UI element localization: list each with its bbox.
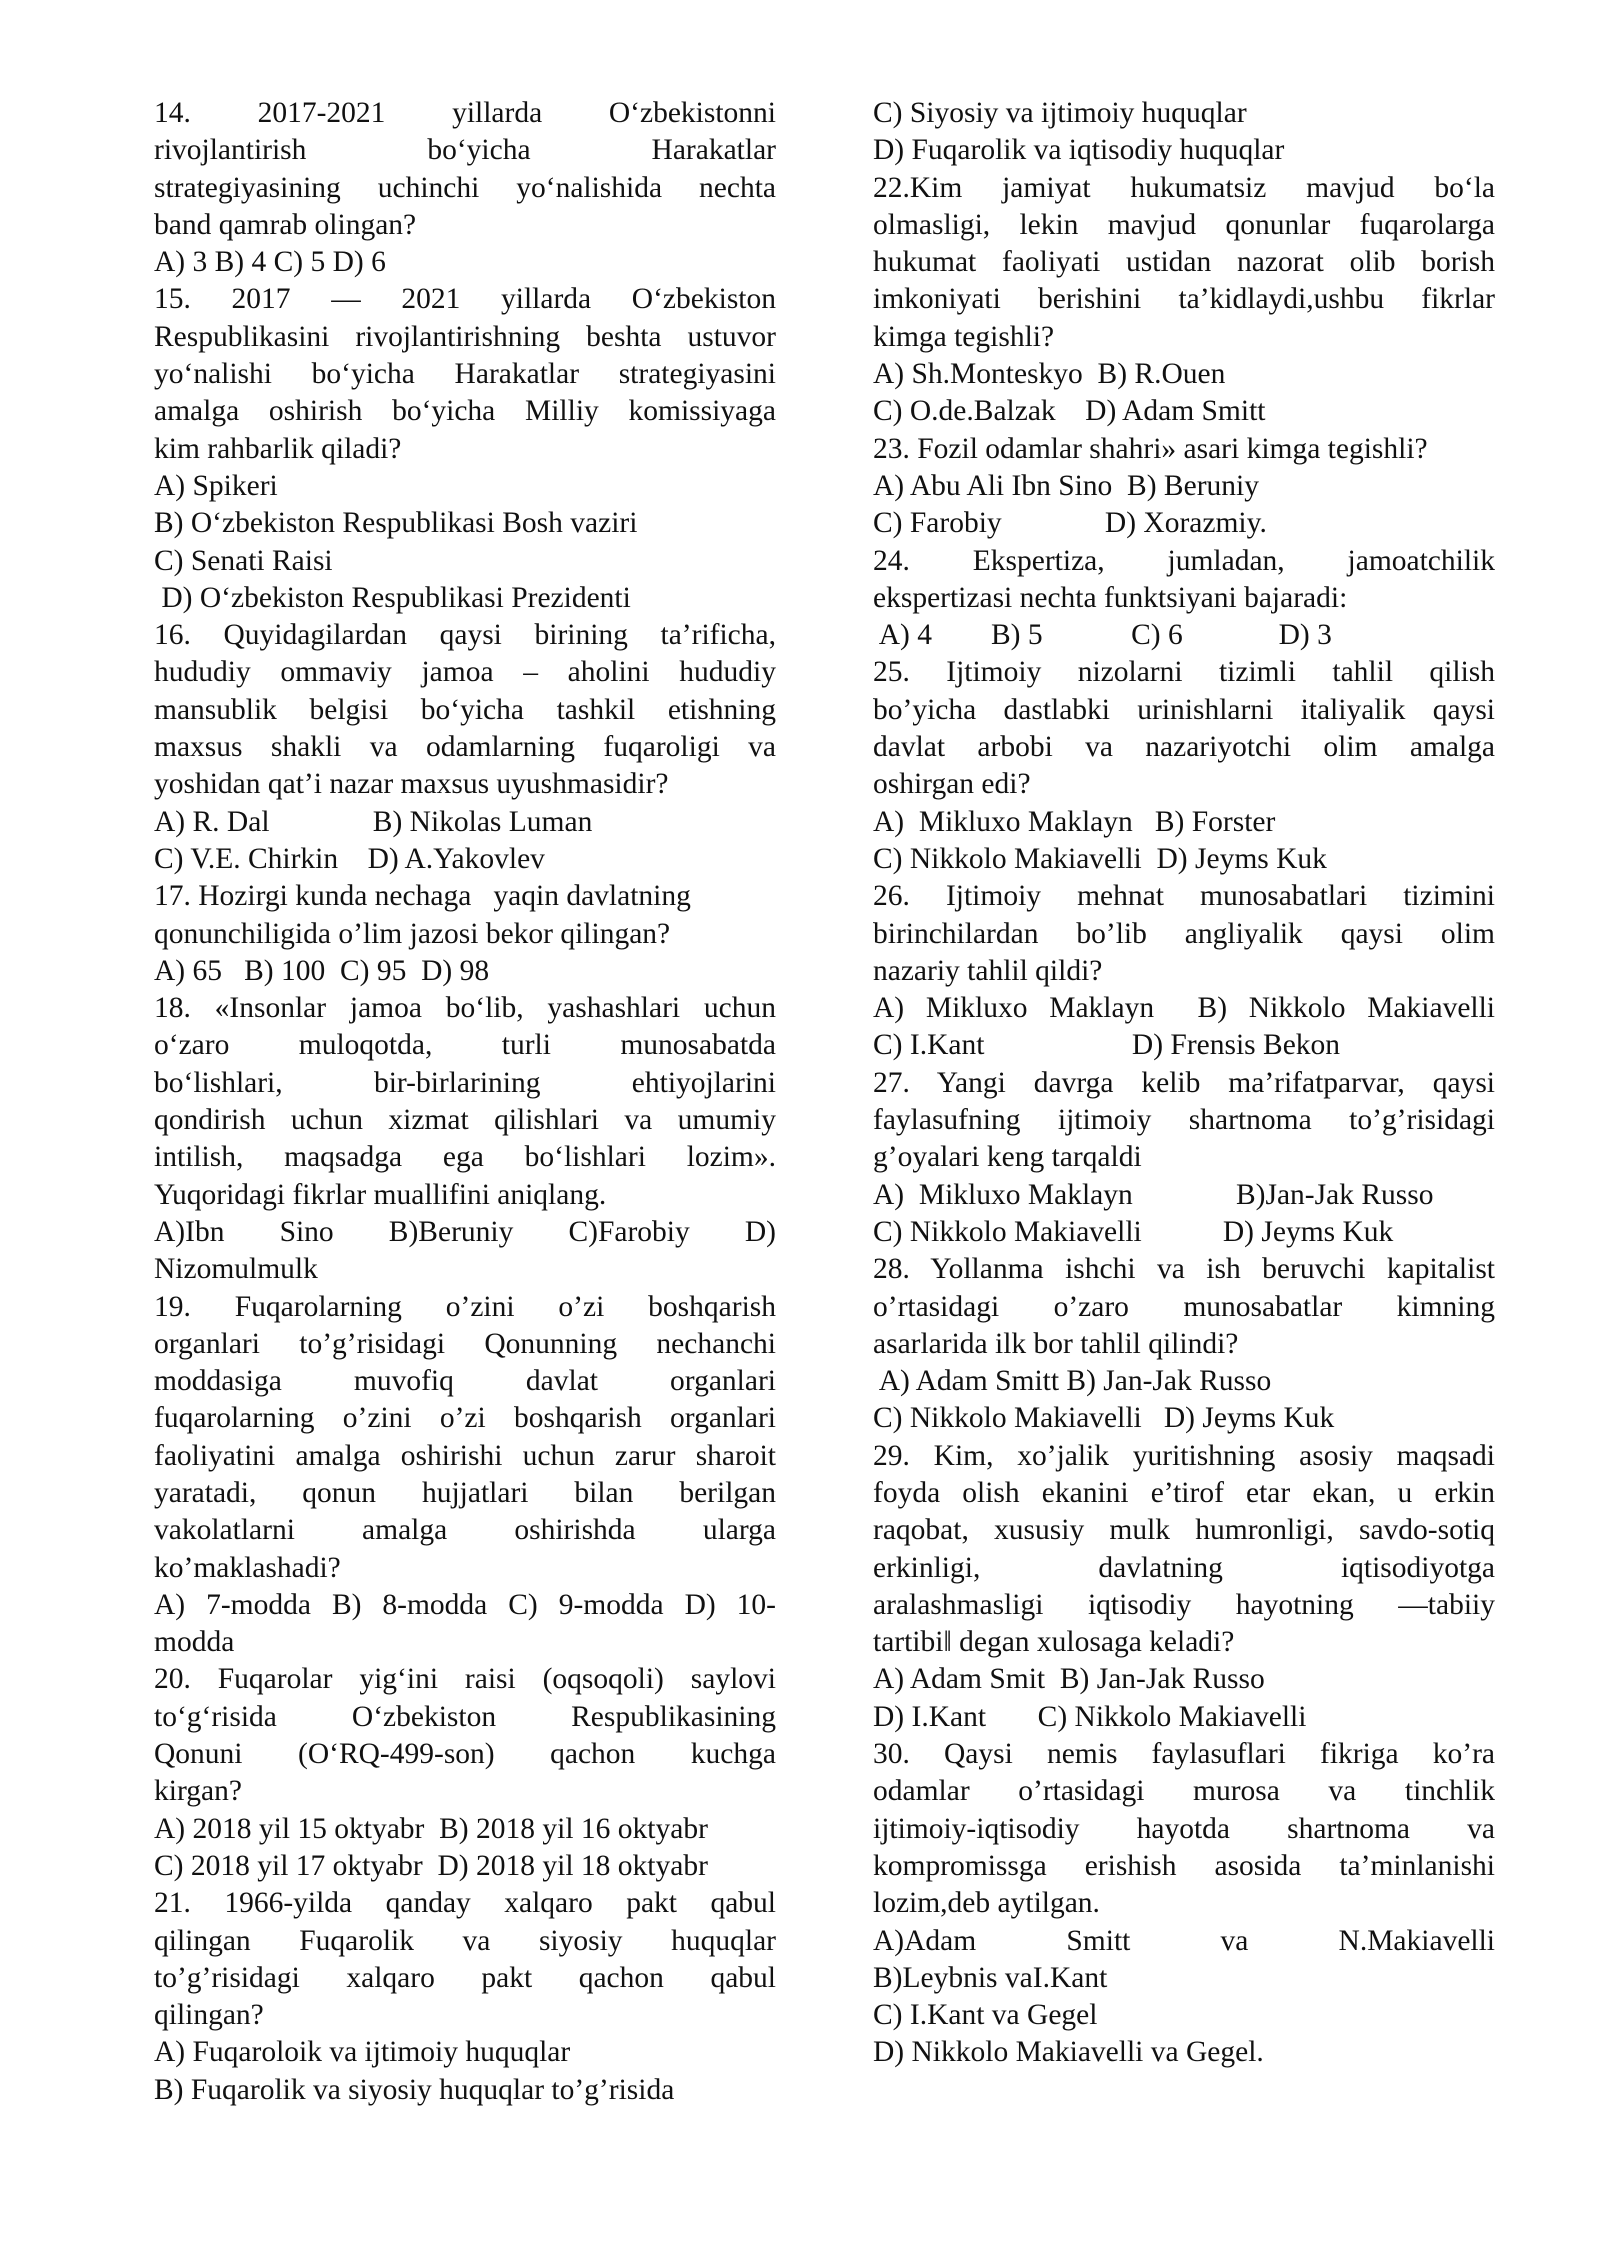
question-24 [873,543,1495,655]
question-14-line-3: strategiyasining uchinchi yo‘nalishida nechta [154,171,776,204]
question-21-line-2: qilingan Fuqarolik va siyosiy huquqlar [154,1924,776,1957]
question-20-options-cd: C) 2018 yil 17 oktyabr D) 2018 yil 18 oktyabr [154,1849,708,1882]
question-18 [154,990,776,1288]
question-18-line-4: qondirish uchun xizmat qilishlari va umumiy [154,1104,776,1137]
question-16-line-5: yoshidan qat’i nazar maxsus uyushmasidir? [154,768,669,801]
question-17-line-2: qonunchiligida o’lim jazosi bekor qilingan? [154,917,671,950]
question-27-line-2: faylasufning ijtimoiy shartnoma to’g’risidagi [873,1104,1495,1137]
question-17 [154,878,776,990]
question-29-line-4: erkinligi, davlatning iqtisodiyotga [873,1551,1495,1584]
question-18-line-2: o‘zaro muloqotda, turli munosabatda [154,1029,776,1062]
question-16-line-1: 16. Quyidagilardan qaysi birining ta’rificha, [154,619,776,652]
question-26-line-2: birinchilardan bo’lib angliyalik qaysi olim [873,917,1495,950]
question-15-option-b: B) O‘zbekiston Respublikasi Bosh vaziri [154,507,638,540]
question-17-line-1: 17. Hozirgi kunda nechaga yaqin davlatning [154,880,691,913]
question-25-options-ab: A) Mikluxo Maklayn B) Forster [873,805,1276,838]
question-18-options: A)Ibn Sino B)Beruniy C)Farobiy D) [154,1215,776,1248]
question-22 [873,170,1495,431]
question-28-line-2: o’rtasidagi o’zaro munosabatlar kimning [873,1290,1495,1323]
question-18-line-1: 18. «Insonlar jamoa bo‘lib, yashashlari uchun [154,992,776,1025]
question-21-option-c: C) Siyosiy va ijtimoiy huquqlar [873,97,1247,129]
question-23-line-1: 23. Fozil odamlar shahri» asari kimga tegishli? [873,432,1428,465]
question-29-line-6: tartibi‖ degan xulosaga keladi? [873,1626,1235,1659]
right-column [873,95,1495,2072]
left-column [154,95,776,2109]
question-30-line-4: kompromissga erishish asosida ta’minlanishi [873,1849,1495,1882]
question-21-line-3: to’g’risidagi xalqaro pakt qachon qabul [154,1961,776,1994]
question-28-line-1: 28. Yollanma ishchi va ish beruvchi kapitalist [873,1253,1495,1286]
question-20-options-ab: A) 2018 yil 15 oktyabr B) 2018 yil 16 oktyabr [154,1812,708,1845]
question-25-line-1: 25. Ijtimoiy nizolarni tizimli tahlil qilish [873,656,1495,689]
question-19-line-7: vakolatlarni amalga oshirishda ularga [154,1514,776,1547]
question-18-line-3: bo‘lishlari, bir-birlarining ehtiyojlarini [154,1066,776,1099]
question-25-line-4: oshirgan edi? [873,768,1031,801]
question-16-line-4: maxsus shakli va odamlarning fuqaroligi va [154,731,776,764]
question-23-options-cd: C) Farobiy D) Xorazmiy. [873,507,1267,540]
question-15-line-1: 15. 2017 — 2021 yillarda O‘zbekiston [154,283,776,316]
question-21-option-b: B) Fuqarolik va siyosiy huquqlar to’g’risida [154,2073,675,2106]
question-22-line-1: 22.Kim jamiyat hukumatsiz mavjud bo‘la [873,171,1495,204]
question-30 [873,1736,1495,2072]
question-26 [873,878,1495,1064]
question-18-line-6: Yuqoridagi fikrlar muallifini aniqlang. [154,1178,607,1211]
question-29 [873,1438,1495,1736]
question-23-options-ab: A) Abu Ali Ibn Sino B) Beruniy [873,469,1259,502]
question-24-options: A) 4 B) 5 C) 6 D) 3 [873,619,1332,652]
question-15-line-3: yo‘nalishi bo‘yicha Harakatlar strategiyasini [154,358,776,391]
question-26-options-ab: A) Mikluxo Maklayn B) Nikkolo Makiavelli [873,992,1495,1025]
question-21-continued [873,95,1495,170]
question-25-options-cd: C) Nikkolo Makiavelli D) Jeyms Kuk [873,842,1327,875]
question-29-options-ab: A) Adam Smit B) Jan-Jak Russo [873,1663,1265,1696]
question-14-line-2: rivojlantirish bo‘yicha Harakatlar [154,134,776,167]
question-28 [873,1251,1495,1437]
question-17-options: A) 65 B) 100 C) 95 D) 98 [154,954,490,987]
question-29-line-5: aralashmasligi iqtisodiy hayotning ―tabiiy [873,1588,1495,1621]
question-15-line-2: Respublikasini rivojlantirishning beshta ustuvor [154,320,776,353]
question-19-line-4: fuqarolarning o’zini o’zi boshqarish organlari [154,1402,776,1435]
question-22-options-cd: C) O.de.Balzak D) Adam Smitt [873,395,1266,428]
question-30-option-a: A)Adam Smitt va N.Makiavelli [873,1924,1495,1957]
question-22-line-2: olmasligi, lekin mavjud qonunlar fuqarolarga [873,208,1495,241]
question-29-line-2: foyda olish ekanini e’tirof etar ekan, u erkin [873,1476,1495,1509]
question-27-options-cd: C) Nikkolo Makiavelli D) Jeyms Kuk [873,1215,1394,1248]
question-22-line-3: hukumat faoliyati ustidan nazorat olib borish [873,246,1495,279]
question-15-option-c: C) Senati Raisi [154,544,333,577]
question-15 [154,281,776,617]
question-20-line-3: Qonuni (O‘RQ-499-son) qachon kuchga [154,1738,776,1771]
question-30-line-1: 30. Qaysi nemis faylasuflari fikriga ko’ra [873,1738,1495,1771]
question-24-line-2: ekspertizasi nechta funktsiyani bajaradi: [873,581,1348,614]
question-19-line-6: yaratadi, qonun hujjatlari bilan berilgan [154,1476,776,1509]
question-30-line-5: lozim,deb aytilgan. [873,1887,1100,1920]
question-20 [154,1661,776,1885]
question-19-options-cont: modda [154,1626,235,1659]
question-28-line-3: asarlarida ilk bor tahlil qilindi? [873,1327,1239,1360]
question-19-line-1: 19. Fuqarolarning o’zini o’zi boshqarish [154,1290,776,1323]
question-19-line-8: ko’maklashadi? [154,1551,341,1584]
question-15-option-a: A) Spikeri [154,469,278,502]
question-15-line-5: kim rahbarlik qiladi? [154,432,402,465]
question-25 [873,654,1495,878]
question-20-line-4: kirgan? [154,1775,242,1808]
question-16-line-2: hududiy ommaviy jamoa – aholini hududiy [154,656,776,689]
question-21-line-1: 21. 1966-yilda qanday xalqaro pakt qabul [154,1887,776,1920]
question-16-options-ab: A) R. Dal B) Nikolas Luman [154,805,593,838]
question-26-options-cd: C) I.Kant D) Frensis Bekon [873,1029,1341,1062]
question-30-line-3: ijtimoiy-iqtisodiy hayotda shartnoma va [873,1812,1495,1845]
question-21-option-a: A) Fuqaroloik va ijtimoiy huquqlar [154,2036,571,2069]
question-29-line-1: 29. Kim, xo’jalik yuritishning asosiy maqsadi [873,1439,1495,1472]
question-16-line-3: mansublik belgisi bo‘yicha tashkil etishning [154,693,776,726]
question-30-option-b: B)Leybnis vaI.Kant [873,1961,1108,1994]
question-14-line-4: band qamrab olingan? [154,208,417,241]
question-16 [154,617,776,878]
question-19-line-3: moddasiga muvofiq davlat organlari [154,1365,776,1398]
question-19-line-2: organlari to’g’risidagi Qonunning nechanchi [154,1327,776,1360]
question-27-options-ab: A) Mikluxo Maklayn B)Jan-Jak Russo [873,1178,1434,1211]
question-22-line-5: kimga tegishli? [873,320,1055,353]
question-20-line-1: 20. Fuqarolar yig‘ini raisi (oqsoqoli) saylovi [154,1663,776,1696]
question-27 [873,1065,1495,1251]
question-28-options-ab: A) Adam Smitt B) Jan-Jak Russo [873,1365,1272,1398]
question-23 [873,431,1495,543]
question-27-line-1: 27. Yangi davrga kelib ma’rifatparvar, qaysi [873,1066,1495,1099]
question-14-line-1: 14. 2017-2021 yillarda O‘zbekistonni [154,97,776,129]
question-22-options-ab: A) Sh.Monteskyo B) R.Ouen [873,358,1226,391]
question-20-line-2: to‘g‘risida O‘zbekiston Respublikasining [154,1700,776,1733]
question-29-line-3: raqobat, xususiy mulk humronligi, savdo-sotiq [873,1514,1495,1547]
question-16-options-cd: C) V.E. Chirkin D) A.Yakovlev [154,842,545,875]
question-26-line-1: 26. Ijtimoiy mehnat munosabatlari tizimini [873,880,1495,913]
question-19-line-5: faoliyatini amalga oshirishi uchun zarur sharoit [154,1439,776,1472]
question-29-options-dc: D) I.Kant C) Nikkolo Makiavelli [873,1700,1307,1733]
question-22-line-4: imkoniyati berishini ta’kidlaydi,ushbu fikrlar [873,283,1495,316]
question-25-line-3: davlat arbobi va nazariyotchi olim amalga [873,731,1495,764]
question-25-line-2: bo’yicha dastlabki urinishlarni italiyalik qaysi [873,693,1495,726]
question-27-line-3: g’oyalari keng tarqaldi [873,1141,1142,1174]
question-21-line-4: qilingan? [154,1999,264,2032]
question-21 [154,1885,776,2109]
question-14-options: A) 3 B) 4 C) 5 D) 6 [154,246,386,279]
question-30-line-2: odamlar o’rtasidagi murosa va tinchlik [873,1775,1495,1808]
question-18-line-5: intilish, maqsadga ega bo‘lishlari lozim». [154,1141,776,1174]
question-26-line-3: nazariy tahlil qildi? [873,954,1103,987]
question-21-option-d: D) Fuqarolik va iqtisodiy huquqlar [873,134,1285,167]
question-18-options-cont: Nizomulmulk [154,1253,318,1286]
question-30-option-c: C) I.Kant va Gegel [873,1999,1098,2032]
question-19-options: A) 7-modda B) 8-modda C) 9-modda D) 10- [154,1588,776,1621]
question-28-options-cd: C) Nikkolo Makiavelli D) Jeyms Kuk [873,1402,1335,1435]
question-19 [154,1289,776,1662]
question-14 [154,95,776,281]
question-15-line-4: amalga oshirish bo‘yicha Milliy komissiyaga [154,395,776,428]
question-30-option-d: D) Nikkolo Makiavelli va Gegel. [873,2036,1264,2069]
question-24-line-1: 24. Ekspertiza, jumladan, jamoatchilik [873,544,1495,577]
question-15-option-d: D) O‘zbekiston Respublikasi Prezidenti [154,581,631,614]
